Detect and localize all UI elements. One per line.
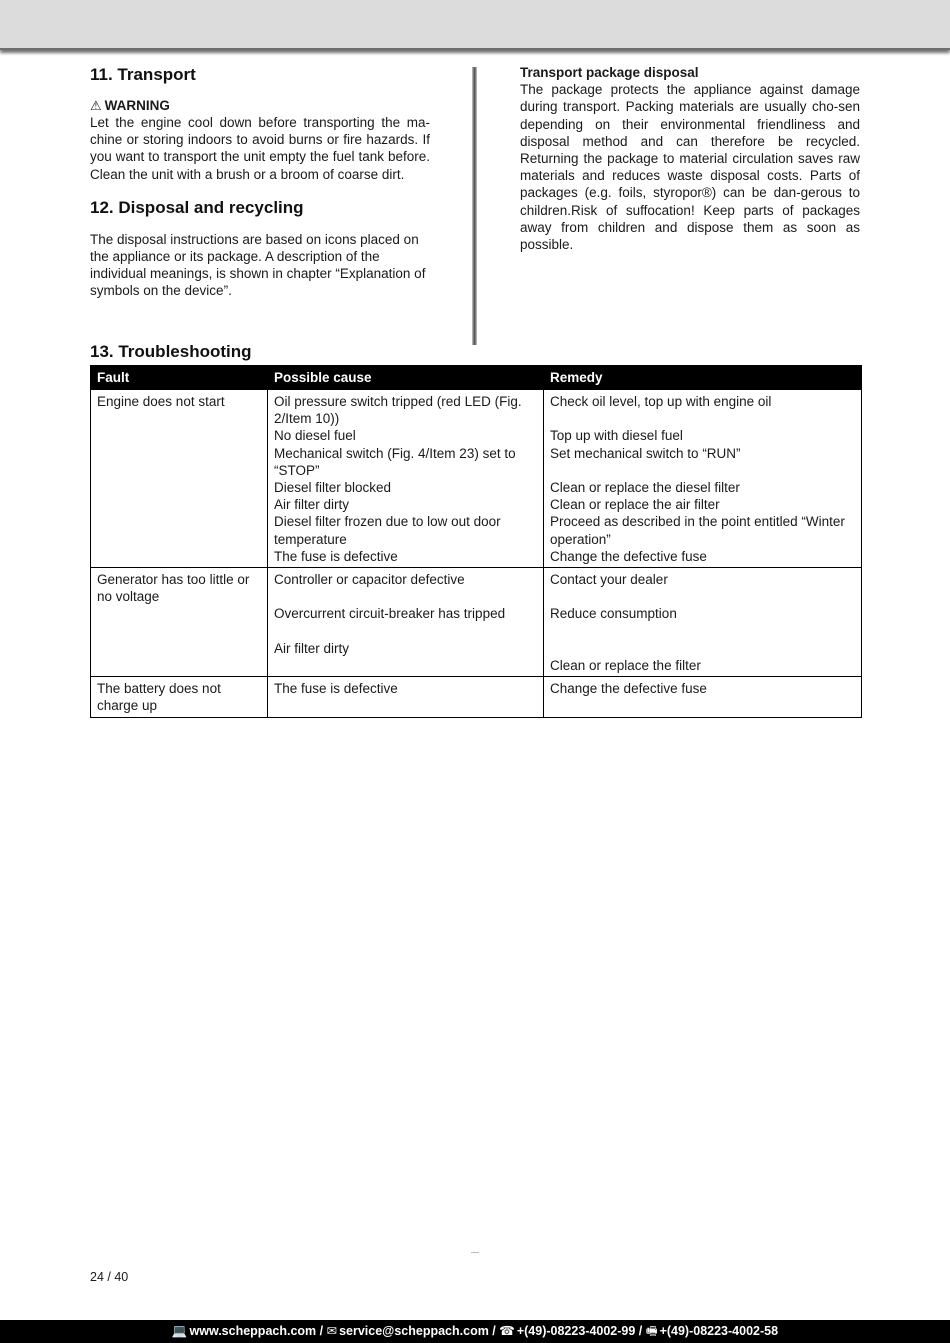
header-remedy: Remedy: [544, 366, 862, 390]
header-band: [0, 0, 950, 50]
fault-cell: Generator has too little or no voltage: [91, 568, 268, 677]
cause-cell: [268, 677, 544, 717]
footer-separator: /: [488, 1324, 500, 1338]
remedy-line: Change the defective fuse: [550, 548, 707, 564]
cause-line: Oil pressure switch tripped (red LED (Fig. 2/Item 10)): [274, 394, 526, 427]
cause-cell: [268, 390, 544, 568]
right-column: [520, 64, 860, 253]
fault-cell: The battery does not charge up: [91, 677, 268, 717]
footer-separator: /: [316, 1324, 327, 1338]
fax-icon: 🖷: [645, 1324, 658, 1338]
cause-line: Mechanical switch (Fig. 4/Item 23) set to “STOP”: [274, 445, 520, 478]
cause-cell: [268, 568, 544, 677]
disposal-text: The disposal instructions are based on icons placed on the appliance or its package. A description of the individual meanings, is shown in chapter “Explanation of symbols on the device”.: [90, 231, 426, 299]
package-text: The package protects the appliance against damage during transport. Packing materials are usually cho-sen depending on their environmental friendliness and disposal method and can therefore be recycled. Returning the package to material circulation saves raw materials and reduces waste disposal costs. Parts of packages (e.g. foils, styropor®) can be dan-gerous to children.Risk of suffocation! Keep parts of packages away from children and dispose them as soon as possible.: [520, 82, 860, 253]
cause-line: Air filter dirty: [274, 497, 350, 513]
remedy-line: Contact your dealer: [550, 572, 668, 588]
remedy-cell: [544, 677, 862, 717]
table-row: [91, 568, 862, 677]
table-row: [91, 390, 862, 568]
cause-line: [274, 588, 537, 605]
remedy-line: Top up with diesel fuel: [550, 428, 683, 444]
disposal-section: [90, 197, 430, 300]
remedy-cell: [544, 568, 862, 677]
table-header-row: [91, 366, 862, 390]
remedy-line: [550, 623, 855, 640]
remedy-line: Set mechanical switch to “RUN”: [550, 445, 741, 461]
cause-line: Overcurrent circuit-breaker has tripped: [274, 606, 506, 622]
table-body: [91, 390, 862, 718]
remedy-line: Clean or replace the diesel filter: [550, 479, 740, 495]
footer-separator: /: [635, 1324, 646, 1338]
remedy-line: [550, 640, 855, 657]
remedy-line: Reduce consumption: [550, 606, 677, 622]
transport-text: Let the engine cool down before transporting the ma-chine or storing indoors to avoid burns or fire hazards. If you want to transport the unit empty the fuel tank before. Clean the unit with a brush or a broom of coarse dirt.: [90, 115, 430, 182]
header-fault: Fault: [91, 366, 268, 390]
remedy-line: Change the defective fuse: [550, 681, 707, 697]
remedy-line: Clean or replace the air filter: [550, 497, 720, 513]
cause-line: The fuse is defective: [274, 548, 398, 564]
warning-heading: [90, 97, 430, 114]
remedy-line: Clean or replace the filter: [550, 658, 701, 673]
footer-phone: +(49)-08223-4002-99: [516, 1324, 636, 1338]
cause-line: [274, 623, 537, 640]
page-number: 24 / 40: [90, 1270, 129, 1284]
phone-icon: ☎: [499, 1324, 515, 1338]
computer-icon: 💻: [171, 1324, 188, 1338]
footer-email: service@scheppach.com: [339, 1324, 489, 1338]
transport-title: 11. Transport: [90, 65, 196, 84]
remedy-line: [550, 462, 855, 479]
remedy-cell: [544, 390, 862, 568]
footer-website: www.scheppach.com: [189, 1324, 317, 1338]
warning-label: WARNING: [104, 98, 170, 113]
cause-line: Air filter dirty: [274, 640, 350, 656]
cause-line: Controller or capacitor defective: [274, 572, 465, 588]
envelope-icon: ✉: [326, 1324, 338, 1338]
cause-line: No diesel fuel: [274, 428, 356, 444]
remedy-line: [550, 410, 855, 427]
page-tick-mark: [471, 1252, 479, 1253]
warning-icon: ⚠: [90, 98, 102, 113]
remedy-line: [550, 588, 855, 605]
fault-cell: Engine does not start: [91, 390, 268, 568]
cause-line: Diesel filter frozen due to low out door temperature: [274, 514, 505, 547]
footer-bar: [0, 1320, 950, 1343]
column-divider: [472, 67, 477, 345]
left-column: [90, 64, 430, 300]
cause-line: The fuse is defective: [274, 681, 398, 697]
troubleshooting-table: [90, 365, 862, 718]
header-cause: Possible cause: [268, 366, 544, 390]
table-row: [91, 677, 862, 717]
footer-fax: +(49)-08223-4002-58: [659, 1324, 779, 1338]
remedy-line: Check oil level, top up with engine oil: [550, 394, 772, 409]
package-title: Transport package disposal: [520, 65, 699, 80]
disposal-title: 12. Disposal and recycling: [90, 197, 304, 217]
troubleshooting-title: 13. Troubleshooting: [90, 342, 252, 361]
remedy-line: Proceed as described in the point entitled “Winter operation”: [550, 514, 849, 547]
cause-line: Diesel filter blocked: [274, 480, 392, 496]
